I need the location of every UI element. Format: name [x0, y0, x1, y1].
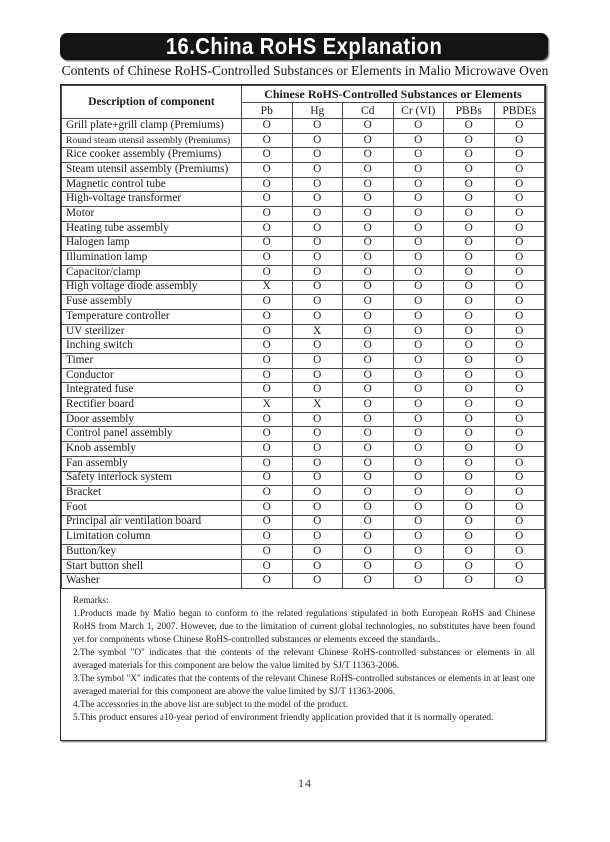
table-row [62, 280, 545, 295]
substance-value-cell: O [393, 236, 444, 251]
table-row [62, 133, 545, 148]
substance-value-cell: O [242, 574, 293, 589]
table-row [62, 398, 545, 413]
substance-value-cell: O [444, 515, 495, 530]
substance-value-cell: O [444, 221, 495, 236]
substance-value-cell: O [292, 544, 343, 559]
component-name-cell: UV sterilizer [62, 324, 242, 339]
component-name-cell: Magnetic control tube [62, 177, 242, 192]
substance-value-cell: O [343, 500, 394, 515]
substance-value-cell: O [444, 559, 495, 574]
component-name-cell: Steam utensil assembly (Premiums) [62, 163, 242, 178]
remark-item: 3.The symbol "X" indicates that the contents of the relevant Chinese RoHS-controlled substances or elements in at least one averaged material for this component are above the value limited by SJ/T 11363-2006. [73, 674, 535, 698]
substance-value-cell: O [343, 427, 394, 442]
table-row [62, 515, 545, 530]
substance-value-cell: O [292, 559, 343, 574]
component-name-cell: Capacitor/clamp [62, 265, 242, 280]
table-row [62, 412, 545, 427]
substance-value-cell: O [444, 280, 495, 295]
substance-value-cell: O [393, 280, 444, 295]
substance-value-cell: O [343, 383, 394, 398]
substance-value-cell: O [343, 339, 394, 354]
substance-value-cell: O [494, 295, 545, 310]
substance-value-cell: O [292, 265, 343, 280]
substance-value-cell: O [444, 119, 495, 134]
substance-value-cell: O [494, 574, 545, 589]
substance-value-cell: O [292, 442, 343, 457]
component-name-cell: Washer [62, 574, 242, 589]
substance-value-cell: O [393, 251, 444, 266]
substance-value-cell: O [444, 471, 495, 486]
section-title: 16.China RoHS Explanation [165, 33, 443, 59]
substance-value-cell: O [292, 192, 343, 207]
table-row [62, 486, 545, 501]
table-row [62, 295, 545, 310]
substance-value-cell: O [242, 471, 293, 486]
table-row [62, 368, 545, 383]
substance-value-cell: O [242, 133, 293, 148]
component-name-cell: Knob assembly [62, 442, 242, 457]
component-name-cell: Fuse assembly [62, 295, 242, 310]
substance-value-cell: O [444, 163, 495, 178]
table-row [62, 427, 545, 442]
component-name-cell: Limitation column [62, 530, 242, 545]
substance-value-cell: O [292, 339, 343, 354]
table-row [62, 251, 545, 266]
component-name-cell: Integrated fuse [62, 383, 242, 398]
substance-value-cell: O [393, 119, 444, 134]
substance-value-cell: X [242, 398, 293, 413]
substance-value-cell: O [393, 398, 444, 413]
substance-value-cell: O [242, 265, 293, 280]
substance-value-cell: O [444, 339, 495, 354]
substance-value-cell: O [393, 456, 444, 471]
substance-value-cell: O [444, 442, 495, 457]
substance-value-cell: O [444, 309, 495, 324]
substance-value-cell: O [444, 456, 495, 471]
table-row [62, 177, 545, 192]
substance-value-cell: O [343, 456, 394, 471]
substance-value-cell: O [444, 324, 495, 339]
substance-value-cell: O [444, 251, 495, 266]
substance-value-cell: O [292, 515, 343, 530]
table-row [62, 383, 545, 398]
substance-value-cell: O [242, 515, 293, 530]
substance-value-cell: O [494, 265, 545, 280]
substance-value-cell: O [444, 530, 495, 545]
substance-value-cell: O [343, 133, 394, 148]
substance-value-cell: O [242, 295, 293, 310]
substance-value-cell: O [292, 456, 343, 471]
substance-value-cell: O [292, 530, 343, 545]
table-row [62, 442, 545, 457]
substance-value-cell: O [494, 221, 545, 236]
substance-value-cell: O [393, 339, 444, 354]
substance-value-cell: O [292, 236, 343, 251]
substance-value-cell: O [292, 295, 343, 310]
substance-value-cell: O [343, 442, 394, 457]
column-header-pb: Pb [242, 103, 293, 119]
substance-value-cell: O [343, 280, 394, 295]
component-name-cell: Conductor [62, 368, 242, 383]
component-name-cell: Start button shell [62, 559, 242, 574]
substance-value-cell: O [292, 177, 343, 192]
substance-value-cell: O [242, 442, 293, 457]
remark-item: 5.This product ensures a10-year period of environment friendly application provided that it is normally operated. [73, 713, 494, 724]
component-name-cell: High-voltage transformer [62, 192, 242, 207]
substance-value-cell: O [292, 309, 343, 324]
substance-value-cell: O [343, 295, 394, 310]
component-name-cell: Temperature controller [62, 309, 242, 324]
component-name-cell: Control panel assembly [62, 427, 242, 442]
substance-value-cell: O [444, 574, 495, 589]
substance-value-cell: O [343, 486, 394, 501]
component-name-cell: Halogen lamp [62, 236, 242, 251]
substance-value-cell: O [242, 368, 293, 383]
component-name-cell: Round steam utensil assembly (Premiums) [62, 133, 242, 148]
substance-value-cell: O [444, 207, 495, 222]
substance-value-cell: O [292, 500, 343, 515]
component-name-cell: Safety interlock system [62, 471, 242, 486]
substance-value-cell: O [242, 192, 293, 207]
component-name-cell: Rectifier board [62, 398, 242, 413]
substance-value-cell: O [494, 442, 545, 457]
substance-value-cell: O [242, 486, 293, 501]
substance-value-cell: O [242, 221, 293, 236]
substance-value-cell: O [494, 398, 545, 413]
substance-value-cell: O [494, 515, 545, 530]
table-row [62, 471, 545, 486]
substance-value-cell: O [343, 544, 394, 559]
substance-value-cell: O [242, 383, 293, 398]
substances-group-header: Chinese RoHS-Controlled Substances or Elements [242, 86, 545, 103]
table-row [62, 148, 545, 163]
substance-value-cell: O [444, 354, 495, 369]
substance-value-cell: O [444, 412, 495, 427]
substance-value-cell: O [393, 383, 444, 398]
substance-value-cell: O [444, 177, 495, 192]
substance-value-cell: O [393, 177, 444, 192]
substance-value-cell: O [292, 133, 343, 148]
substance-value-cell: O [393, 442, 444, 457]
substance-value-cell: O [393, 354, 444, 369]
substance-value-cell: O [242, 148, 293, 163]
substance-value-cell: O [494, 148, 545, 163]
component-table-body [62, 119, 545, 589]
substance-value-cell: O [494, 207, 545, 222]
remarks-section [61, 589, 545, 740]
substance-value-cell: O [393, 427, 444, 442]
substance-value-cell: O [444, 265, 495, 280]
substance-value-cell: O [242, 177, 293, 192]
substance-value-cell: O [494, 486, 545, 501]
substance-value-cell: O [343, 236, 394, 251]
component-name-cell: Timer [62, 354, 242, 369]
substance-value-cell: O [242, 119, 293, 134]
substance-value-cell: O [494, 354, 545, 369]
substance-value-cell: O [444, 133, 495, 148]
substance-value-cell: O [292, 486, 343, 501]
substance-value-cell: O [393, 163, 444, 178]
substance-value-cell: O [242, 324, 293, 339]
substance-value-cell: X [292, 324, 343, 339]
description-column-header: Description of component [62, 86, 242, 119]
substance-value-cell: O [343, 221, 394, 236]
remarks-label: Remarks: [73, 596, 109, 606]
substance-value-cell: O [292, 471, 343, 486]
column-header-pbbs: PBBs [444, 103, 495, 119]
substance-value-cell: O [292, 148, 343, 163]
component-name-cell: Principal air ventilation board [62, 515, 242, 530]
substance-value-cell: O [494, 251, 545, 266]
substance-value-cell: O [343, 559, 394, 574]
table-row [62, 544, 545, 559]
substance-value-cell: O [494, 280, 545, 295]
table-caption: Contents of Chinese RoHS-Controlled Substances or Elements in Malio Microwave Oven [61, 63, 549, 78]
substance-value-cell: O [393, 324, 444, 339]
substance-value-cell: O [292, 574, 343, 589]
substance-value-cell: O [343, 515, 394, 530]
table-row [62, 500, 545, 515]
rohs-document-box [60, 84, 546, 741]
substance-value-cell: O [393, 368, 444, 383]
component-name-cell: Door assembly [62, 412, 242, 427]
substance-value-cell: O [393, 574, 444, 589]
substance-value-cell: X [292, 398, 343, 413]
substance-value-cell: O [494, 412, 545, 427]
substance-value-cell: O [343, 265, 394, 280]
section-title-banner [60, 33, 548, 60]
substance-value-cell: O [393, 500, 444, 515]
substance-value-cell: O [494, 192, 545, 207]
substance-value-cell: O [343, 192, 394, 207]
substance-value-cell: O [494, 427, 545, 442]
substance-value-cell: O [393, 148, 444, 163]
substance-value-cell: O [292, 412, 343, 427]
substance-value-cell: O [393, 221, 444, 236]
substance-value-cell: O [393, 192, 444, 207]
component-name-cell: Fan assembly [62, 456, 242, 471]
substance-value-cell: O [393, 295, 444, 310]
substance-value-cell: O [393, 559, 444, 574]
substance-value-cell: O [292, 280, 343, 295]
table-row [62, 236, 545, 251]
substance-value-cell: O [494, 368, 545, 383]
remarks-list [73, 608, 535, 725]
substance-value-cell: O [444, 368, 495, 383]
substance-value-cell: O [343, 471, 394, 486]
substance-value-cell: O [494, 383, 545, 398]
substance-value-cell: O [494, 177, 545, 192]
substance-value-cell: O [292, 207, 343, 222]
substance-value-cell: O [444, 148, 495, 163]
table-row [62, 192, 545, 207]
component-name-cell: Rice cooker assembly (Premiums) [62, 148, 242, 163]
table-row [62, 530, 545, 545]
substance-value-cell: O [343, 148, 394, 163]
substance-value-cell: O [292, 354, 343, 369]
substance-value-cell: O [242, 339, 293, 354]
substance-value-cell: O [242, 354, 293, 369]
substance-value-cell: O [393, 265, 444, 280]
substance-value-cell: O [242, 530, 293, 545]
substance-value-cell: O [444, 500, 495, 515]
substance-value-cell: O [242, 163, 293, 178]
substance-value-cell: O [444, 398, 495, 413]
substance-value-cell: O [494, 133, 545, 148]
substance-value-cell: O [242, 412, 293, 427]
substance-value-cell: O [242, 456, 293, 471]
table-row [62, 221, 545, 236]
substance-value-cell: O [494, 309, 545, 324]
substance-value-cell: O [494, 544, 545, 559]
rohs-substances-table [61, 85, 545, 589]
page-number: 14 [298, 776, 312, 790]
substance-value-cell: O [494, 500, 545, 515]
substance-value-cell: O [444, 383, 495, 398]
substance-value-cell: O [343, 574, 394, 589]
component-name-cell: Heating tube assembly [62, 221, 242, 236]
component-name-cell: Button/key [62, 544, 242, 559]
substance-value-cell: O [242, 559, 293, 574]
component-name-cell: Bracket [62, 486, 242, 501]
substance-value-cell: O [494, 530, 545, 545]
component-name-cell: High voltage diode assembly [62, 280, 242, 295]
table-row [62, 324, 545, 339]
substance-value-cell: O [292, 383, 343, 398]
substance-value-cell: O [242, 309, 293, 324]
substance-value-cell: O [444, 544, 495, 559]
substance-value-cell: O [343, 324, 394, 339]
substance-value-cell: O [494, 236, 545, 251]
substance-value-cell: O [494, 119, 545, 134]
substance-value-cell: O [242, 207, 293, 222]
substance-value-cell: O [343, 530, 394, 545]
table-header [62, 86, 545, 119]
component-name-cell: Foot [62, 500, 242, 515]
substance-value-cell: O [292, 221, 343, 236]
table-row [62, 163, 545, 178]
substance-value-cell: O [393, 486, 444, 501]
table-row [62, 119, 545, 134]
substance-value-cell: O [292, 119, 343, 134]
substance-value-cell: O [343, 354, 394, 369]
substance-value-cell: O [242, 251, 293, 266]
substance-value-cell: O [343, 119, 394, 134]
component-name-cell: Motor [62, 207, 242, 222]
substance-value-cell: O [393, 544, 444, 559]
substance-value-cell: O [393, 515, 444, 530]
substance-value-cell: O [494, 339, 545, 354]
substance-value-cell: O [494, 559, 545, 574]
table-row [62, 207, 545, 222]
component-name-cell: Illumination lamp [62, 251, 242, 266]
substance-value-cell: O [494, 324, 545, 339]
remark-item: 4.The accessories in the above list are subject to the model of the product. [73, 700, 348, 711]
remark-item: 2.The symbol "O" indicates that the contents of the relevant Chinese RoHS-controlled substances or elements in all averaged materials for this component are below the value limited by SJ/T 11363-2006. [73, 648, 535, 672]
substance-value-cell: O [343, 177, 394, 192]
substance-value-cell: O [393, 412, 444, 427]
substance-value-cell: O [292, 368, 343, 383]
substance-value-cell: O [343, 207, 394, 222]
substance-value-cell: O [444, 192, 495, 207]
component-name-cell: Grill plate+grill clamp (Premiums) [62, 119, 242, 134]
substance-value-cell: O [343, 368, 394, 383]
component-name-cell: Inching switch [62, 339, 242, 354]
substance-value-cell: O [393, 471, 444, 486]
substance-value-cell: O [242, 236, 293, 251]
substance-value-cell: O [444, 486, 495, 501]
table-row [62, 339, 545, 354]
substance-value-cell: O [343, 163, 394, 178]
substance-value-cell: O [292, 163, 343, 178]
substance-value-cell: O [242, 500, 293, 515]
substance-value-cell: O [292, 427, 343, 442]
substance-value-cell: O [292, 251, 343, 266]
substance-value-cell: O [343, 412, 394, 427]
table-row [62, 265, 545, 280]
substance-value-cell: O [343, 309, 394, 324]
substance-value-cell: O [242, 427, 293, 442]
table-row [62, 354, 545, 369]
substance-value-cell: O [393, 530, 444, 545]
substance-value-cell: O [393, 133, 444, 148]
substance-value-cell: O [393, 309, 444, 324]
remark-item: 1.Products made by Malio began to conform to the related regulations stipulated in both European RoHS and Chinese RoHS from March 1, 2007. However, due to the limitation of current global technologies, no substitutes have been found yet for components whose Chinese RoHS-controlled substances or elements exceed the standards.. [73, 609, 535, 646]
substance-value-cell: X [242, 280, 293, 295]
substance-value-cell: O [343, 251, 394, 266]
substance-value-cell: O [494, 471, 545, 486]
column-header-pbdes: PBDEs [494, 103, 545, 119]
substance-value-cell: O [242, 544, 293, 559]
substance-value-cell: O [494, 456, 545, 471]
table-row [62, 574, 545, 589]
substance-value-cell: O [444, 236, 495, 251]
substance-value-cell: O [494, 163, 545, 178]
substance-value-cell: O [444, 295, 495, 310]
substance-value-cell: O [343, 398, 394, 413]
table-row [62, 559, 545, 574]
column-header-cd: Cd [343, 103, 394, 119]
column-header-crvi: Cr (VI) [393, 103, 444, 119]
substance-value-cell: O [393, 207, 444, 222]
column-header-hg: Hg [292, 103, 343, 119]
table-row [62, 309, 545, 324]
substance-value-cell: O [444, 427, 495, 442]
table-row [62, 456, 545, 471]
